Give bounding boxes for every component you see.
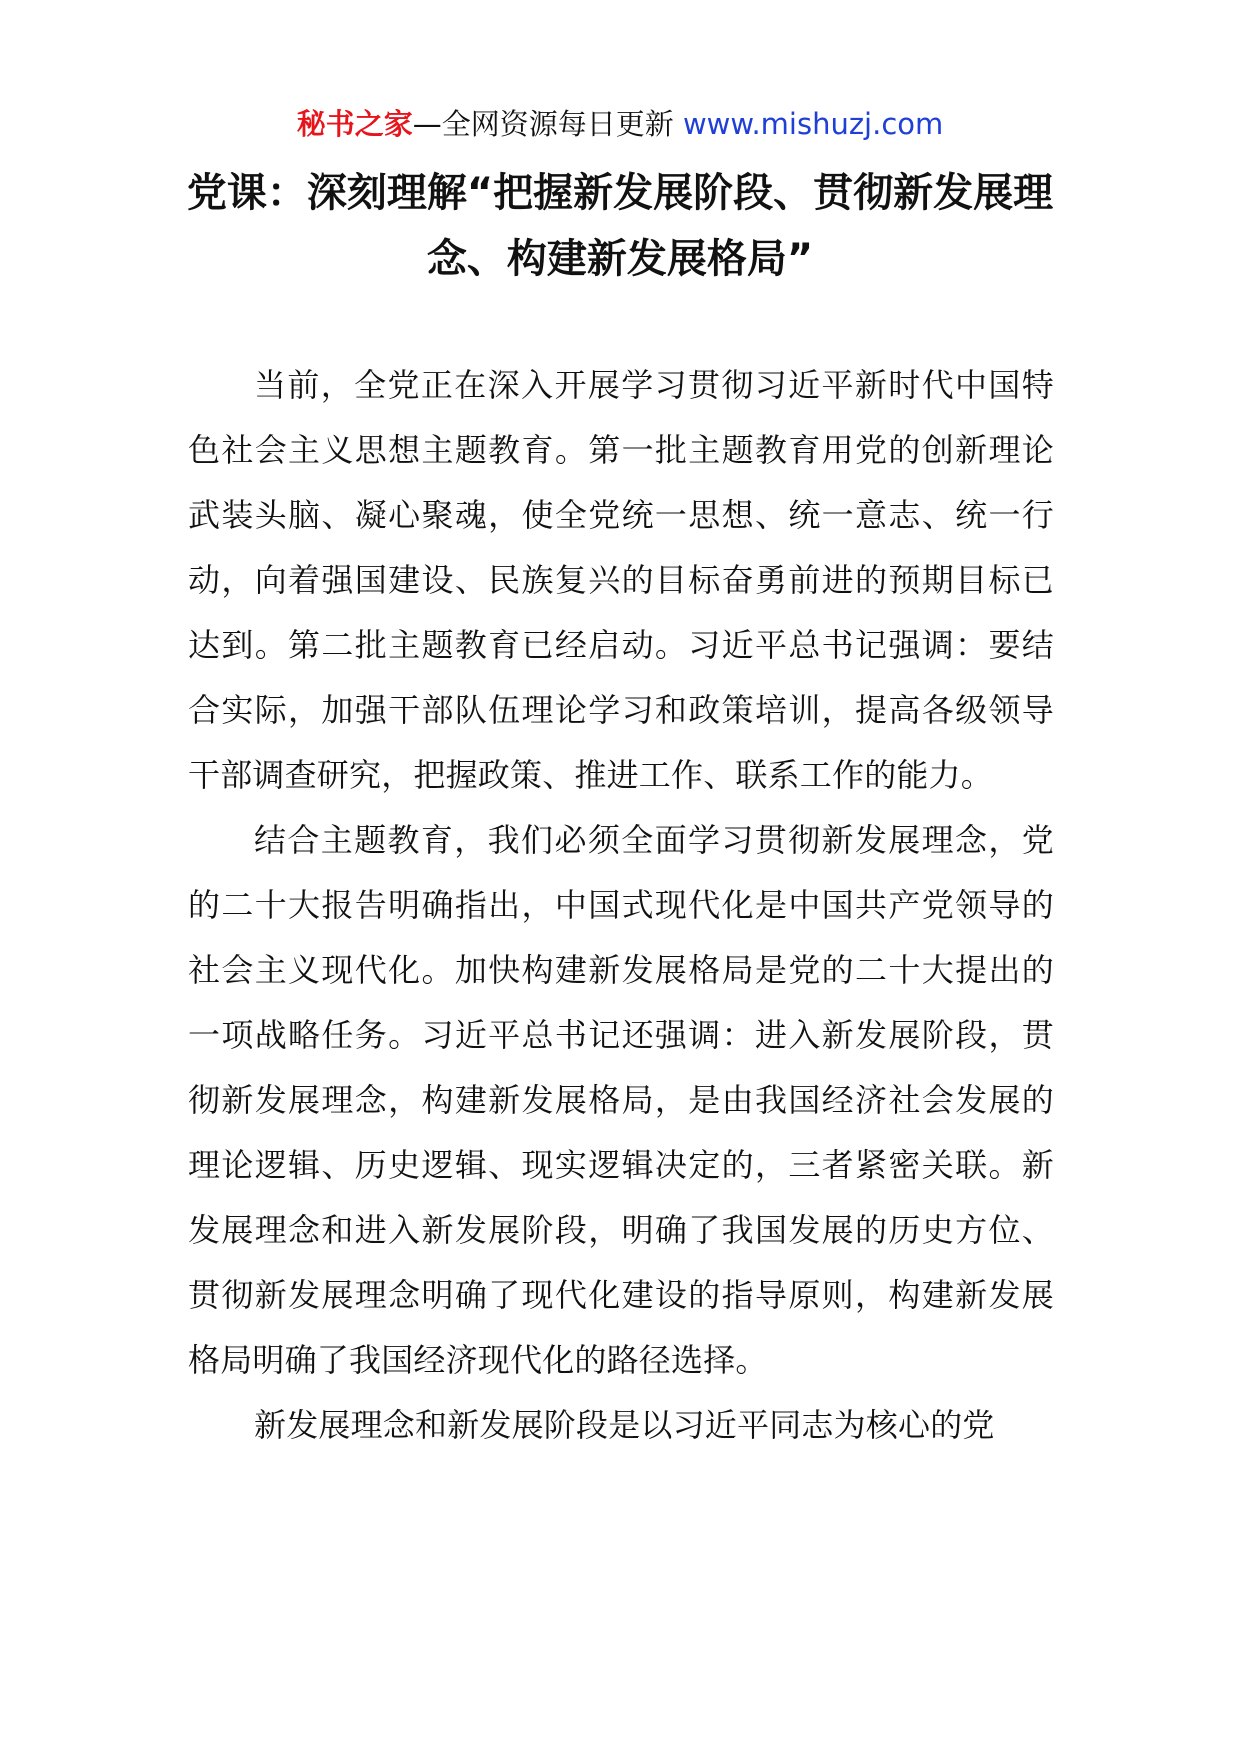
paragraph: 结合主题教育，我们必须全面学习贯彻新发展理念，党的二十大报告明确指出，中国式现代化是中国共产党领导的社会主义现代化。加快构建新发展格局是党的二十大提出的一项战略任务。习近平总书记还强调：进入新发展阶段，贯彻新发展理念，构建新发展格局，是由我国经济社会发展的理论逻辑、历史逻辑、现实逻辑决定的，三者紧密关联。新发展理念和进入新发展阶段，明确了我国发展的历史方位、贯彻新发展理念明确了现代化建设的指导原则，构建新发展格局明确了我国经济现代化的路径选择。 [188,821,1054,1379]
document-body [188,353,1054,1458]
paragraph: 当前，全党正在深入开展学习贯彻习近平新时代中国特色社会主义思想主题教育。第一批主题教育用党的创新理论武装头脑、凝心聚魂，使全党统一思想、统一意志、统一行动，向着强国建设、民族复兴的目标奋勇前进的预期目标已达到。第二批主题教育已经启动。习近平总书记强调：要结合实际，加强干部队伍理论学习和政策培训，提高各级领导干部调查研究，把握政策、推进工作、联系工作的能力。 [188,366,1054,794]
paragraph: 新发展理念和新发展阶段是以习近平同志为核心的党 [254,1406,995,1444]
header-tagline: —全网资源每日更新 [412,107,674,141]
brand-name: 秘书之家 [296,107,413,141]
site-header [0,104,1240,144]
document-title: 党课：深刻理解“把握新发展阶段、贯彻新发展理念、构建新发展格局” [186,170,1054,282]
site-url-link[interactable]: www.mishuzj.com [682,107,944,141]
